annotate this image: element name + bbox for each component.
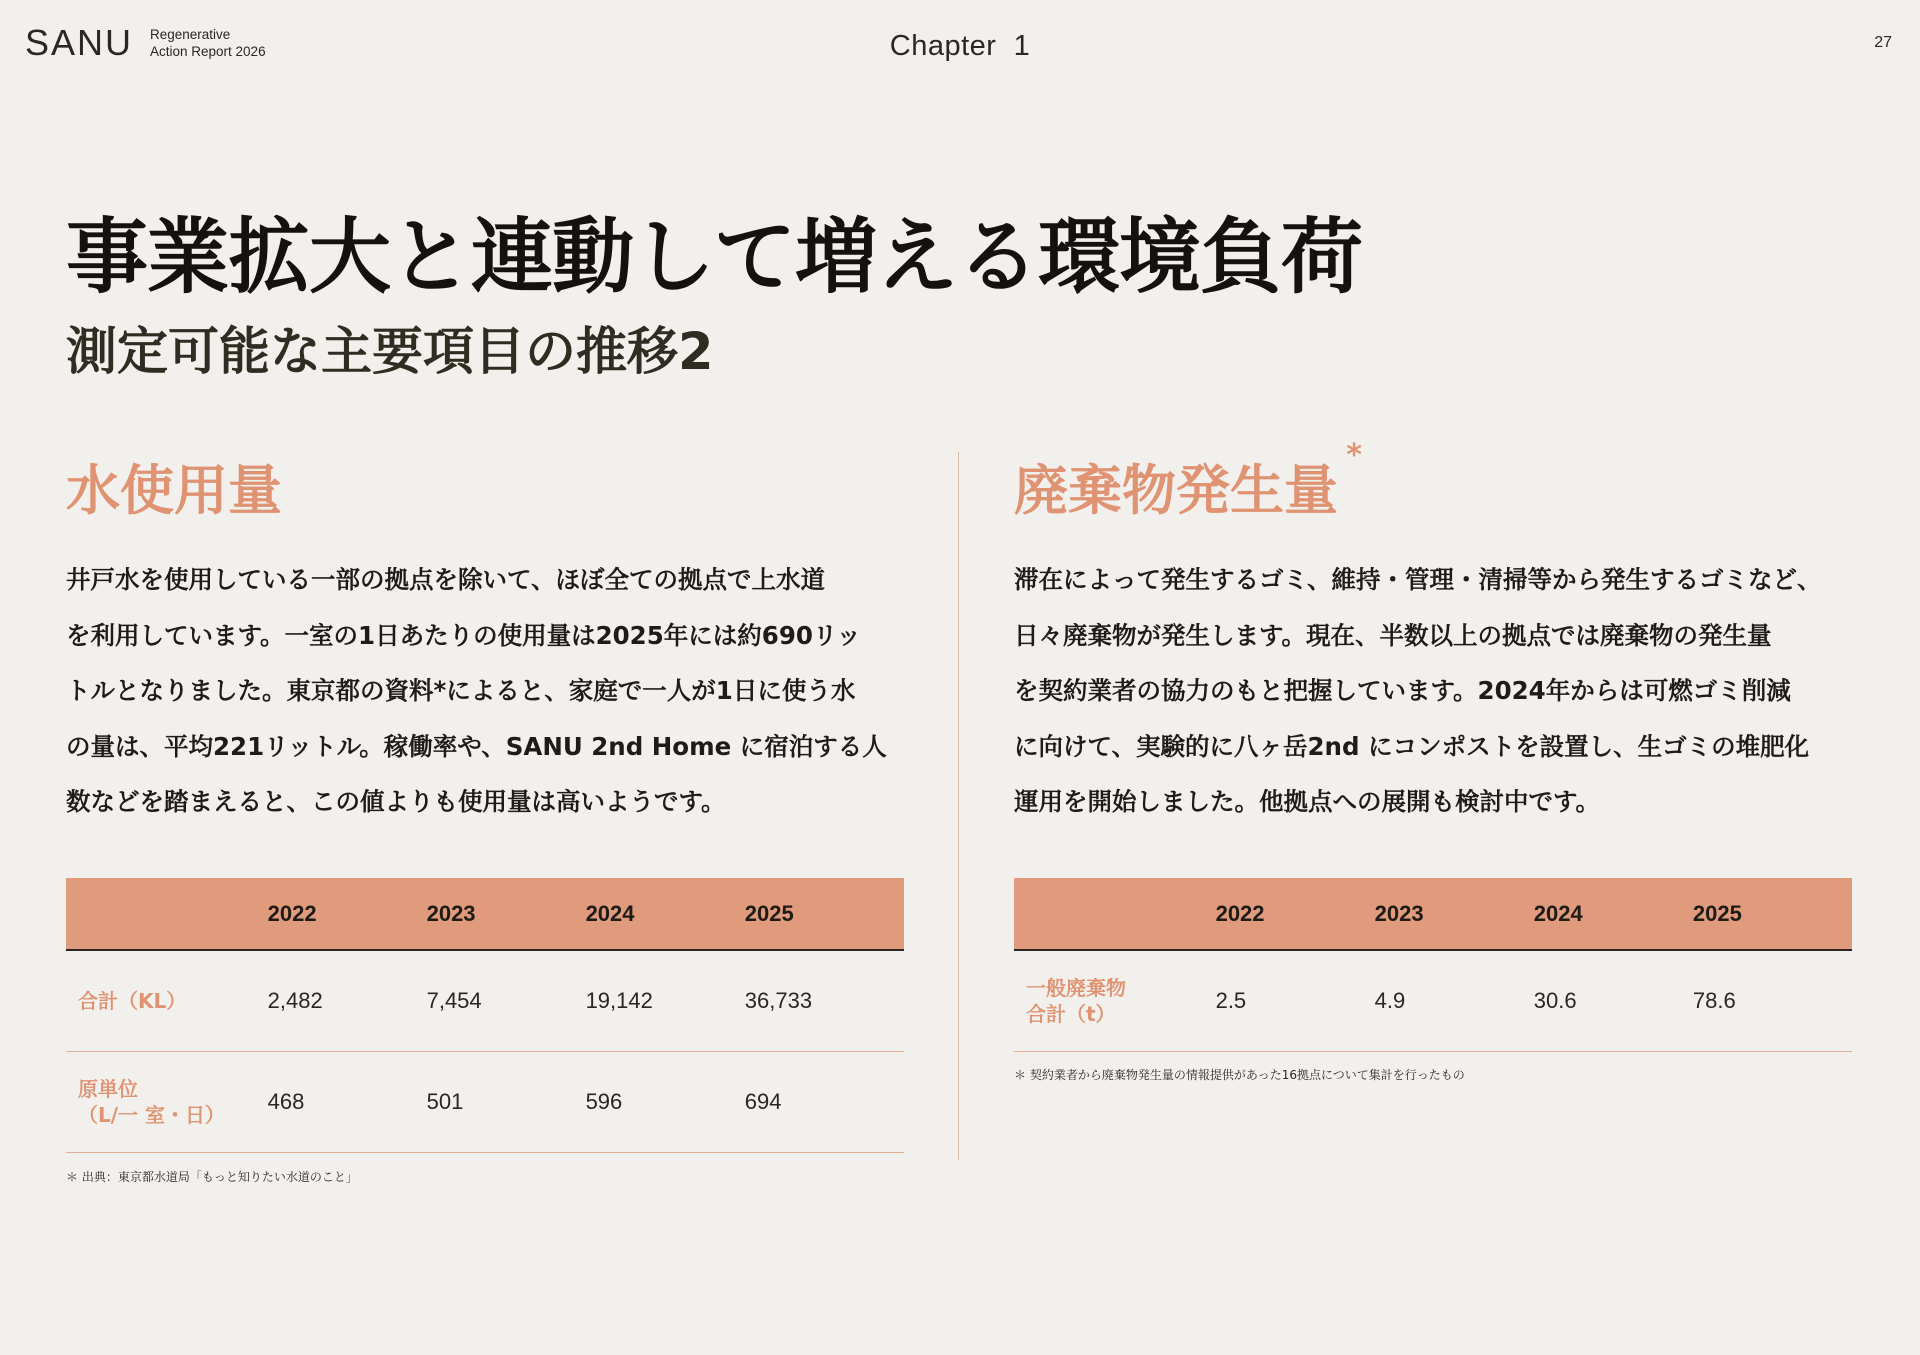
table-cell: 2,482 <box>268 950 427 1051</box>
page-title: 事業拡大と連動して増える環境負荷 <box>66 210 1363 305</box>
waste-footnote: ＊ 契約業者から廃棄物発生量の情報提供があった16拠点について集計を行ったもの <box>1014 1068 1465 1082</box>
water-table <box>66 878 904 1153</box>
table-header-cell: 2025 <box>745 878 904 950</box>
table-header-row <box>66 878 904 950</box>
sanu-logo: SANU <box>25 22 134 63</box>
page-subtitle: 測定可能な主要項目の推移2 <box>66 323 714 382</box>
table-cell: 19,142 <box>586 950 745 1051</box>
table-cell: 468 <box>268 1051 427 1152</box>
table-header-row <box>1014 878 1852 950</box>
table-row <box>66 950 904 1051</box>
table-cell: 596 <box>586 1051 745 1152</box>
table-header-cell: 2022 <box>1216 878 1375 950</box>
table-header-cell: 2022 <box>268 878 427 950</box>
table-cell: 2.5 <box>1216 950 1375 1051</box>
table-header-cell <box>66 878 268 950</box>
waste-title-asterisk: * <box>1346 438 1362 473</box>
row-label: 合計（KL） <box>66 950 268 1051</box>
table-row <box>1014 950 1852 1051</box>
page-header <box>0 0 1920 100</box>
report-name-line2: Action Report 2026 <box>150 44 266 59</box>
chapter-label: Chapter 1 <box>889 30 1031 62</box>
waste-body: 滞在によって発生するゴミ、維持・管理・清掃等から発生するゴミなど、 日々廃棄物が発生します。現在、半数以上の拠点では廃棄物の発生量 を契約業者の協力のもと把握しています。2024年からは可燃ゴミ削減 に向けて、実験的に八ヶ岳2nd にコンポストを設置し、生ゴミの堆肥化 運用を開始しました。他拠点への展開も検討中です。 <box>1014 565 1822 816</box>
table-row <box>66 1051 904 1152</box>
report-name-line1: Regenerative <box>150 27 231 42</box>
table-header-cell <box>1014 878 1216 950</box>
water-title: 水使用量 <box>66 459 282 522</box>
waste-table <box>1014 878 1852 1052</box>
waste-title <box>1014 438 1362 524</box>
table-header-cell: 2024 <box>1534 878 1693 950</box>
table-header-cell: 2023 <box>1375 878 1534 950</box>
row-label: 一般廃棄物 合計（t） <box>1014 950 1216 1051</box>
page-number: 27 <box>1874 34 1892 51</box>
table-cell: 36,733 <box>745 950 904 1051</box>
row-label: 原単位 （L/一 室・日） <box>66 1051 268 1152</box>
water-footnote: ＊ 出典：東京都水道局「もっと知りたい水道のこと」 <box>66 1170 358 1184</box>
waste-title-text: 廃棄物発生量 <box>1014 459 1338 522</box>
water-section <box>66 448 906 1184</box>
table-header-cell: 2025 <box>1693 878 1852 950</box>
waste-section <box>1014 438 1854 1082</box>
table-cell: 501 <box>427 1051 586 1152</box>
table-cell: 30.6 <box>1534 950 1693 1051</box>
table-cell: 694 <box>745 1051 904 1152</box>
water-body: 井戸水を使用している一部の拠点を除いて、ほぼ全ての拠点で上水道 を利用しています。一室の1日あたりの使用量は2025年には約690リッ トルとなりました。東京都の資料*によると、家庭で一人が1日に使う水 の量は、平均221リットル。稼働率や、SANU 2nd Home に宿泊する人 数などを踏まえると、この値よりも使用量は高いようです。 <box>66 565 887 816</box>
table-cell: 78.6 <box>1693 950 1852 1051</box>
column-divider <box>958 452 959 1160</box>
table-cell: 4.9 <box>1375 950 1534 1051</box>
table-header-cell: 2024 <box>586 878 745 950</box>
table-cell: 7,454 <box>427 950 586 1051</box>
table-header-cell: 2023 <box>427 878 586 950</box>
